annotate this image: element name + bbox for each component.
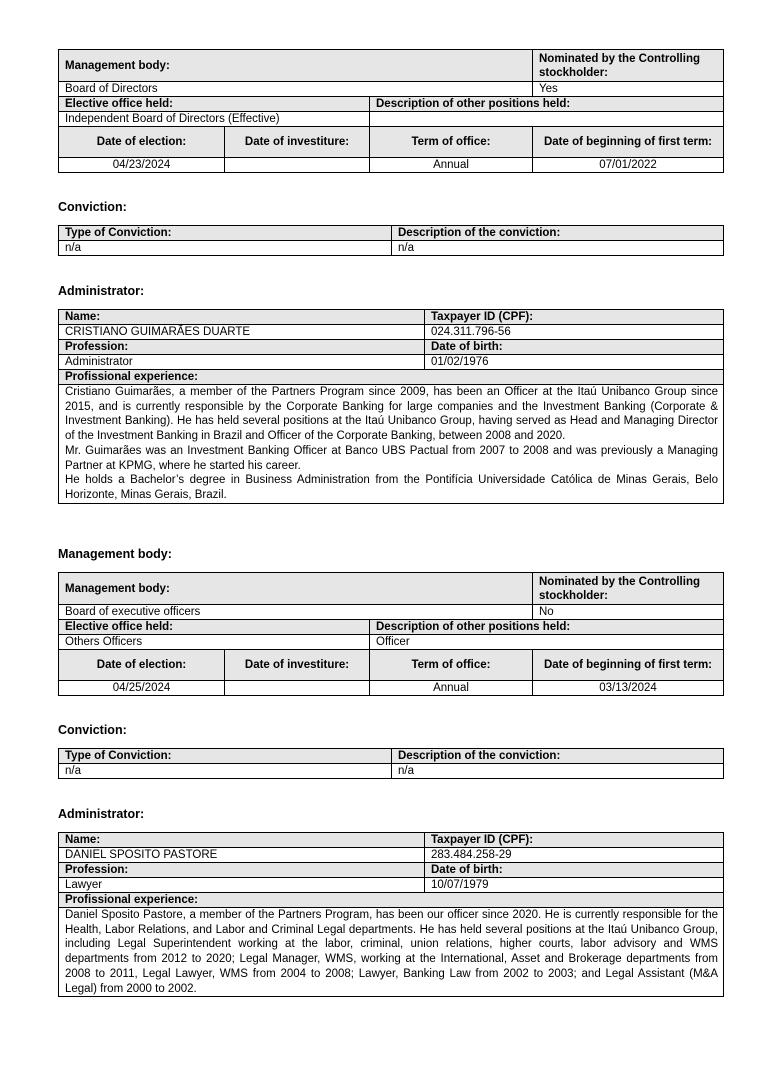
- nominated-label: Nominated by the Controlling stockholder:: [533, 573, 724, 605]
- management-body-heading: Management body:: [58, 547, 172, 561]
- name-value: DANIEL SPOSITO PASTORE: [59, 848, 425, 863]
- management-body-label: Management body:: [59, 573, 533, 605]
- term-office-label: Term of office:: [370, 650, 533, 681]
- elective-office-value: Others Officers: [59, 635, 370, 650]
- nominated-label: Nominated by the Controlling stockholder:: [533, 50, 724, 82]
- management-body-label: Management body:: [59, 50, 533, 82]
- term-office-label: Term of office:: [370, 127, 533, 158]
- nominated-value: No: [533, 605, 724, 620]
- management-table-1: [58, 49, 724, 173]
- administrator-heading: Administrator:: [58, 807, 145, 821]
- date-investiture-value: [225, 681, 370, 696]
- term-office-value: Annual: [370, 158, 533, 173]
- date-election-label: Date of election:: [59, 127, 225, 158]
- date-election-value: 04/23/2024: [59, 158, 225, 173]
- taxpayer-value: 283.484.258-29: [425, 848, 724, 863]
- management-table-2: [58, 572, 724, 696]
- type-conviction-label: Type of Conviction:: [59, 749, 392, 764]
- experience-text: [59, 908, 724, 997]
- date-birth-value: 10/07/1979: [425, 878, 724, 893]
- date-election-label: Date of election:: [59, 650, 225, 681]
- date-birth-value: 01/02/1976: [425, 355, 724, 370]
- experience-paragraph: Daniel Sposito Pastore, a member of the Partners Program, has been our officer since 2020. He is currently responsible for the Health, Labor Relations, and Labor and Criminal Legal departments. He has held several positions at the Itaú Unibanco Group, including Legal Superintendent working at the labor, criminal, union relations, higher courts, labor advisory and WMS departments from 2012 to 2020; Legal Manager, WMS, working at the International, Asset and Brokerage departments from 2008 to 2011, Legal Lawyer, WMS from 2004 to 2008; Lawyer, Banking Law from 2002 to 2003; and Legal Assistant (M&A Legal) from 2000 to 2002.: [65, 909, 718, 995]
- other-positions-value: [370, 112, 724, 127]
- other-positions-label: Description of other positions held:: [370, 97, 724, 112]
- elective-office-label: Elective office held:: [59, 620, 370, 635]
- conviction-table-2: [58, 748, 724, 779]
- name-value: CRISTIANO GUIMARÃES DUARTE: [59, 325, 425, 340]
- date-investiture-label: Date of investiture:: [225, 650, 370, 681]
- taxpayer-value: 024.311.796-56: [425, 325, 724, 340]
- date-first-term-label: Date of beginning of first term:: [533, 650, 724, 681]
- experience-paragraph: Mr. Guimarães was an Investment Banking Officer at Banco UBS Pactual from 2007 to 2008 and was previously a Managing Partner at KPMG, where he started his career.: [65, 444, 718, 472]
- date-first-term-value: 03/13/2024: [533, 681, 724, 696]
- administrator-heading: Administrator:: [58, 284, 145, 298]
- experience-label: Profissional experience:: [59, 893, 724, 908]
- nominated-value: Yes: [533, 82, 724, 97]
- administrator-table-1: [58, 309, 724, 504]
- date-election-value: 04/25/2024: [59, 681, 225, 696]
- taxpayer-label: Taxpayer ID (CPF):: [425, 833, 724, 848]
- experience-label: Profissional experience:: [59, 370, 724, 385]
- other-positions-label: Description of other positions held:: [370, 620, 724, 635]
- management-body-value: Board of Directors: [59, 82, 533, 97]
- conviction-table-1: [58, 225, 724, 256]
- profession-label: Profession:: [59, 340, 425, 355]
- experience-paragraph: Cristiano Guimarães, a member of the Partners Program since 2009, has been an Officer at the Itaú Unibanco Group since 2015, and is currently responsible by the Corporate Banking for large companies and the Investment Banking (Corporate & Investment Banking). He has held several positions at the Itaú Unibanco Group, having served as Head and Managing Director of the Investment Banking in Brazil and Officer of the Corporate Banking, between 2008 and 2020.: [65, 386, 718, 443]
- other-positions-value: Officer: [370, 635, 724, 650]
- name-label: Name:: [59, 833, 425, 848]
- profession-value: Administrator: [59, 355, 425, 370]
- desc-conviction-label: Description of the conviction:: [392, 749, 724, 764]
- elective-office-value: Independent Board of Directors (Effective): [59, 112, 370, 127]
- profession-value: Lawyer: [59, 878, 425, 893]
- term-office-value: Annual: [370, 681, 533, 696]
- administrator-table-2: [58, 832, 724, 997]
- experience-paragraph: He holds a Bachelor’s degree in Business Administration from the Pontifícia Universidade Católica de Minas Gerais, Belo Horizonte, Minas Gerais, Brazil.: [65, 474, 718, 501]
- experience-text: [59, 385, 724, 504]
- date-investiture-label: Date of investiture:: [225, 127, 370, 158]
- elective-office-label: Elective office held:: [59, 97, 370, 112]
- desc-conviction-label: Description of the conviction:: [392, 226, 724, 241]
- date-birth-label: Date of birth:: [425, 863, 724, 878]
- management-body-value: Board of executive officers: [59, 605, 533, 620]
- date-birth-label: Date of birth:: [425, 340, 724, 355]
- desc-conviction-value: n/a: [392, 241, 724, 256]
- type-conviction-value: n/a: [59, 764, 392, 779]
- conviction-heading: Conviction:: [58, 200, 127, 214]
- name-label: Name:: [59, 310, 425, 325]
- type-conviction-label: Type of Conviction:: [59, 226, 392, 241]
- date-first-term-label: Date of beginning of first term:: [533, 127, 724, 158]
- taxpayer-label: Taxpayer ID (CPF):: [425, 310, 724, 325]
- date-first-term-value: 07/01/2022: [533, 158, 724, 173]
- type-conviction-value: n/a: [59, 241, 392, 256]
- profession-label: Profession:: [59, 863, 425, 878]
- desc-conviction-value: n/a: [392, 764, 724, 779]
- conviction-heading: Conviction:: [58, 723, 127, 737]
- date-investiture-value: [225, 158, 370, 173]
